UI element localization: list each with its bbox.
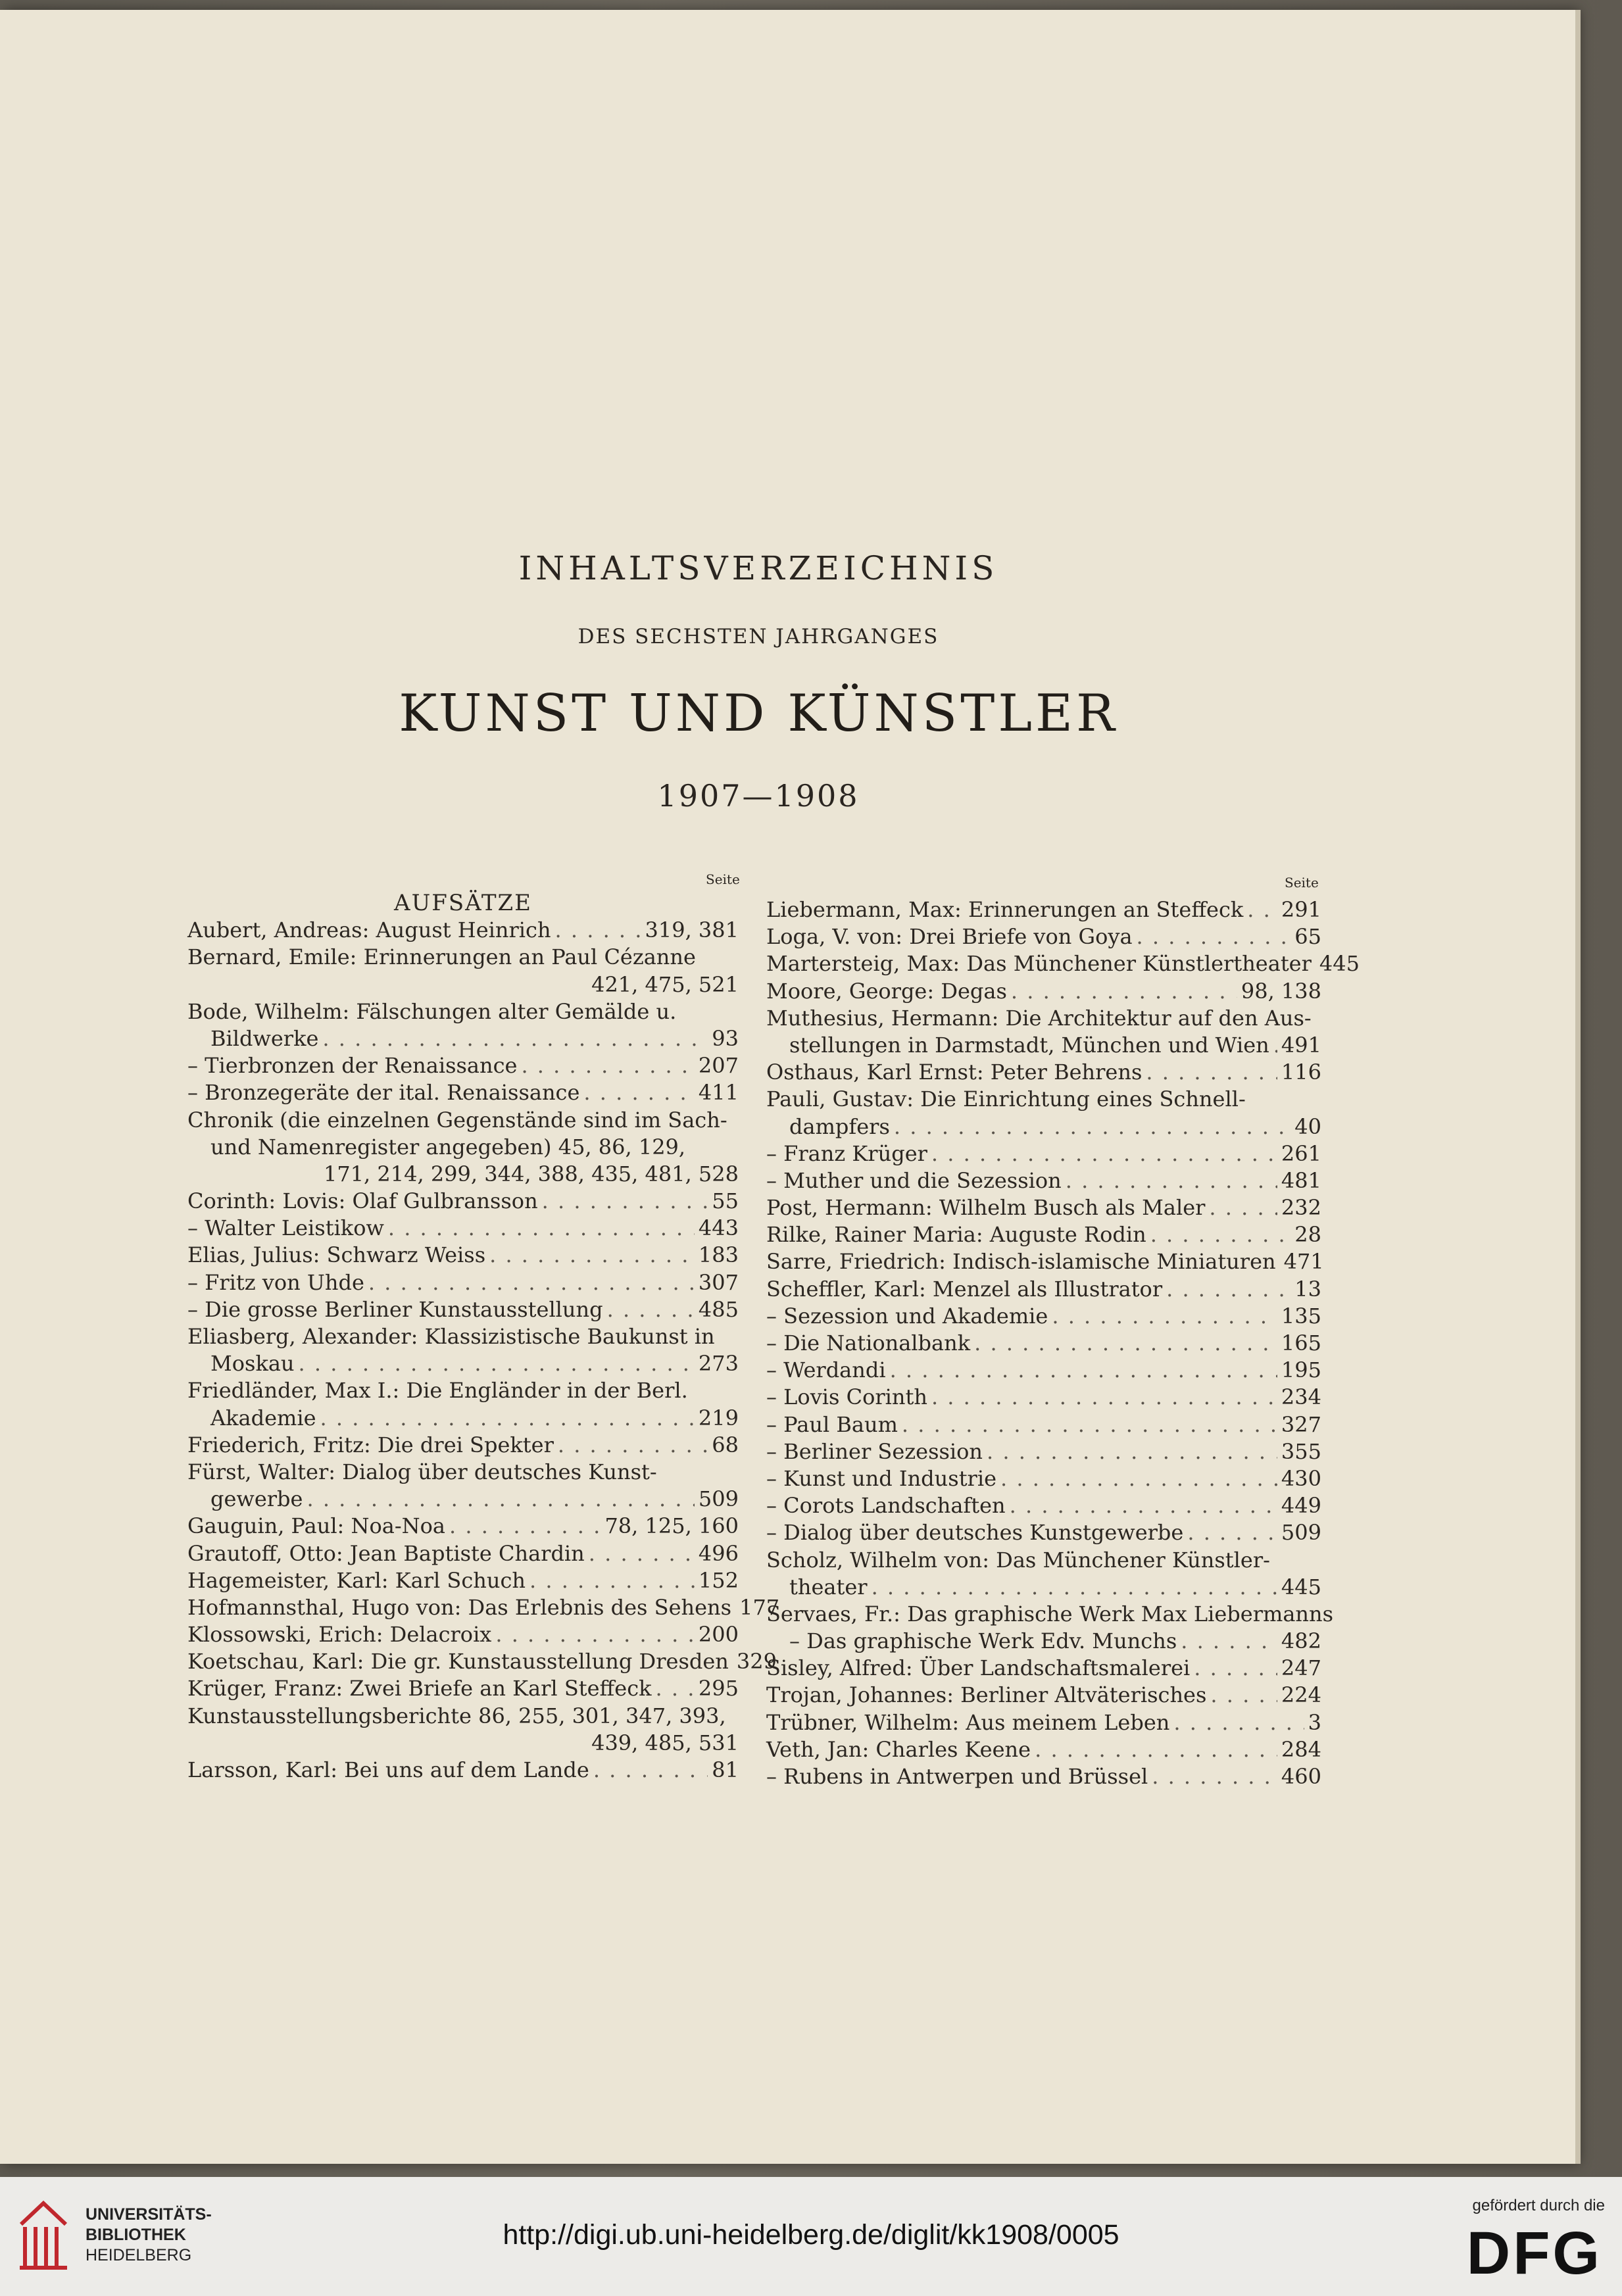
toc-entry bbox=[766, 950, 1360, 977]
leader-dots bbox=[974, 1330, 1277, 1357]
toc-entry-title: Moskau bbox=[210, 1351, 295, 1377]
journal-title: KUNST UND KÜNSTLER bbox=[399, 684, 1118, 743]
toc-entry-line: Scholz, Wilhelm von: Das Münchener Künstler- bbox=[766, 1547, 1270, 1573]
toc-entry bbox=[766, 1492, 1321, 1519]
toc-entry bbox=[187, 1296, 739, 1323]
leader-dots bbox=[1010, 1492, 1277, 1519]
leader-dots bbox=[656, 1675, 695, 1702]
toc-entry-pages: 40 bbox=[1294, 1113, 1321, 1139]
toc-entry bbox=[187, 1025, 739, 1052]
toc-entry bbox=[766, 896, 1321, 923]
toc-entry-title: Akademie bbox=[210, 1405, 316, 1430]
toc-entry-pages: 445 bbox=[1281, 1574, 1321, 1600]
toc-entry bbox=[187, 1432, 739, 1459]
permalink-url[interactable]: http://digi.ub.uni-heidelberg.de/diglit/kk1908/0005 bbox=[503, 2219, 1119, 2251]
leader-dots bbox=[987, 1438, 1277, 1465]
toc-entry-line: Bode, Wilhelm: Fälschungen alter Gemälde u. bbox=[187, 998, 677, 1024]
toc-entry bbox=[187, 1215, 739, 1242]
library-name-line3: HEIDELBERG bbox=[86, 2246, 192, 2264]
toc-entry-pages: 481 bbox=[1281, 1167, 1321, 1193]
toc-entry-title: gewerbe bbox=[210, 1486, 303, 1512]
leader-dots bbox=[1011, 978, 1237, 1005]
toc-entry-title: – Lovis Corinth bbox=[766, 1384, 927, 1410]
toc-entry-pages: 93 bbox=[712, 1025, 739, 1051]
toc-entry bbox=[766, 1411, 1321, 1438]
leader-dots bbox=[1194, 1655, 1277, 1682]
leader-dots bbox=[593, 1757, 708, 1784]
leader-dots bbox=[1181, 1628, 1277, 1655]
leader-dots bbox=[931, 1384, 1277, 1411]
leader-dots bbox=[607, 1296, 695, 1323]
toc-entry-title: Sarre, Friedrich: Indisch-islamische Miniaturen bbox=[766, 1249, 1276, 1275]
toc-entry bbox=[187, 1757, 739, 1784]
toc-entry-title: Friederich, Fritz: Die drei Spekter bbox=[187, 1432, 554, 1457]
toc-entry bbox=[766, 1357, 1321, 1384]
toc-entry-pages: 411 bbox=[698, 1080, 739, 1106]
toc-entry-line: Kunstausstellungsberichte 86, 255, 301, 347, 393, bbox=[187, 1703, 726, 1728]
toc-entry-title: – Die grosse Berliner Kunstausstellung bbox=[187, 1296, 603, 1322]
leader-dots bbox=[320, 1405, 695, 1432]
toc-right-column bbox=[766, 890, 1360, 1790]
toc-entry-pages: 152 bbox=[698, 1567, 739, 1593]
toc-entry bbox=[766, 1194, 1321, 1221]
library-name-line1: UNIVERSITÄTS- bbox=[86, 2205, 212, 2224]
toc-entry-pages: 165 bbox=[1281, 1331, 1321, 1356]
toc-entry-pages: 471 bbox=[1283, 1249, 1324, 1275]
toc-entry-title: stellungen in Darmstadt, München und Wien bbox=[789, 1032, 1269, 1058]
toc-entry bbox=[766, 1276, 1321, 1303]
library-name-line2: BIBLIOTHEK bbox=[86, 2226, 186, 2244]
leader-dots bbox=[1035, 1736, 1277, 1763]
toc-entry-title: Martersteig, Max: Das Münchener Künstlertheater bbox=[766, 951, 1312, 977]
toc-entry bbox=[766, 1330, 1321, 1357]
leader-dots bbox=[583, 1079, 695, 1106]
toc-entry-pages: 3 bbox=[1308, 1709, 1321, 1735]
leader-dots bbox=[1146, 1059, 1277, 1086]
toc-entry-pages: 219 bbox=[698, 1405, 739, 1430]
toc-entry-title: – Sezession und Akademie bbox=[766, 1303, 1048, 1329]
toc-entry bbox=[187, 1188, 739, 1215]
toc-entry-pages: 183 bbox=[698, 1242, 739, 1268]
toc-entry-title: Bildwerke bbox=[210, 1025, 319, 1051]
toc-entry-title: – Paul Baum bbox=[766, 1411, 898, 1437]
toc-entry bbox=[766, 1628, 1321, 1655]
toc-entry-pages: 55 bbox=[712, 1188, 739, 1214]
toc-entry bbox=[766, 1113, 1321, 1140]
seite-label-left: Seite bbox=[706, 871, 740, 887]
leader-dots bbox=[1137, 923, 1291, 950]
leader-dots bbox=[589, 1540, 695, 1567]
toc-entry-pages: 491 bbox=[1281, 1032, 1321, 1058]
toc-entry-title: dampfers bbox=[789, 1113, 890, 1139]
toc-entry-title: – Muther und die Sezession bbox=[766, 1167, 1062, 1193]
leader-dots bbox=[931, 1140, 1277, 1167]
leader-dots bbox=[521, 1052, 694, 1079]
toc-entry-pages: 355 bbox=[1281, 1438, 1321, 1464]
toc-entry-title: – Tierbronzen der Renaissance bbox=[187, 1053, 518, 1079]
toc-entry-pages: 98, 138 bbox=[1241, 978, 1321, 1004]
toc-entry bbox=[187, 1052, 739, 1079]
toc-entry-pages: 327 bbox=[1281, 1411, 1321, 1437]
toc-entry bbox=[766, 1709, 1321, 1736]
toc-entry-pages: 295 bbox=[698, 1676, 739, 1701]
leader-dots bbox=[1152, 1763, 1277, 1790]
toc-entry-line: Servaes, Fr.: Das graphische Werk Max Liebermanns bbox=[766, 1601, 1334, 1626]
page-edge bbox=[1575, 10, 1581, 2164]
toc-entry-pages: 65 bbox=[1294, 924, 1321, 950]
toc-entry-title: Gauguin, Paul: Noa-Noa bbox=[187, 1513, 445, 1539]
toc-entry-title: Liebermann, Max: Erinnerungen an Steffeck bbox=[766, 897, 1244, 922]
viewer-footer bbox=[0, 2177, 1622, 2296]
section-heading: AUFSÄTZE bbox=[394, 890, 532, 916]
toc-entry-title: – Dialog über deutsches Kunstgewerbe bbox=[766, 1520, 1184, 1546]
toc-entry bbox=[187, 1350, 739, 1377]
toc-entry bbox=[766, 1032, 1321, 1059]
toc-entry bbox=[187, 917, 739, 944]
toc-entry bbox=[187, 1269, 739, 1296]
toc-entry-pages: 291 bbox=[1281, 897, 1321, 922]
toc-entry-pages: 247 bbox=[1281, 1655, 1321, 1681]
toc-entry-pages: 171, 214, 299, 344, 388, 435, 481, 528 bbox=[323, 1161, 739, 1186]
toc-entry bbox=[187, 1405, 739, 1432]
leader-dots bbox=[1173, 1709, 1304, 1736]
toc-entry-line: Eliasberg, Alexander: Klassizistische Baukunst in bbox=[187, 1324, 715, 1349]
toc-entry-title: – Berliner Sezession bbox=[766, 1438, 983, 1464]
toc-entry-title: – Walter Leistikow bbox=[187, 1215, 384, 1241]
toc-entry bbox=[187, 1675, 739, 1702]
toc-entry-pages: 273 bbox=[698, 1351, 739, 1377]
toc-entry bbox=[766, 1384, 1321, 1411]
toc-entry-title: – Corots Landschaften bbox=[766, 1493, 1006, 1519]
leader-dots bbox=[1150, 1221, 1291, 1248]
leader-dots bbox=[1000, 1465, 1277, 1492]
toc-entry-title: – Fritz von Uhde bbox=[187, 1269, 364, 1295]
toc-entry bbox=[766, 1574, 1321, 1601]
leader-dots bbox=[388, 1215, 695, 1242]
toc-entry-pages: 496 bbox=[698, 1540, 739, 1566]
toc-entry-title: Aubert, Andreas: August Heinrich bbox=[187, 917, 551, 943]
toc-entry-title: Rilke, Rainer Maria: Auguste Rodin bbox=[766, 1222, 1146, 1248]
toc-entry-pages: 207 bbox=[698, 1053, 739, 1079]
toc-entry-pages: 200 bbox=[698, 1622, 739, 1648]
leader-dots bbox=[890, 1357, 1277, 1384]
leader-dots bbox=[1209, 1194, 1277, 1221]
toc-entry-title: – Rubens in Antwerpen und Brüssel bbox=[766, 1764, 1148, 1789]
toc-entry-title: Trojan, Johannes: Berliner Altväterisches bbox=[766, 1682, 1207, 1708]
toc-entry bbox=[766, 1519, 1321, 1546]
page-title: INHALTSVERZEICHNIS bbox=[518, 549, 998, 587]
leader-dots bbox=[542, 1188, 708, 1215]
toc-entry bbox=[187, 1242, 739, 1269]
toc-entry bbox=[766, 1167, 1321, 1194]
leader-dots bbox=[322, 1025, 708, 1052]
toc-entry-title: Moore, George: Degas bbox=[766, 978, 1007, 1004]
leader-dots bbox=[529, 1567, 695, 1594]
toc-entry-title: – Werdandi bbox=[766, 1357, 886, 1383]
toc-entry bbox=[766, 1763, 1321, 1790]
toc-entry bbox=[187, 1594, 780, 1621]
leader-dots bbox=[449, 1513, 601, 1540]
toc-entry-title: Loga, V. von: Drei Briefe von Goya bbox=[766, 924, 1133, 950]
toc-entry bbox=[187, 1513, 739, 1540]
toc-entry-pages: 78, 125, 160 bbox=[604, 1513, 739, 1539]
toc-entry bbox=[187, 1648, 777, 1675]
toc-entry-line: Friedländer, Max I.: Die Engländer in der Berl. bbox=[187, 1378, 688, 1404]
toc-entry bbox=[766, 923, 1321, 950]
toc-entry-line: Muthesius, Hermann: Die Architektur auf den Aus- bbox=[766, 1005, 1312, 1031]
toc-entry bbox=[187, 1621, 739, 1648]
toc-entry-title: Koetschau, Karl: Die gr. Kunstausstellung Dresden bbox=[187, 1649, 729, 1674]
toc-entry bbox=[766, 1438, 1321, 1465]
toc-entry bbox=[766, 1221, 1321, 1248]
toc-entry-title: Hofmannsthal, Hugo von: Das Erlebnis des Sehens bbox=[187, 1594, 732, 1620]
toc-entry-title: theater bbox=[789, 1574, 868, 1600]
toc-entry-pages: 509 bbox=[1281, 1520, 1321, 1546]
toc-entry-line: Chronik (die einzelnen Gegenstände sind im Sach- bbox=[187, 1107, 727, 1133]
toc-entry-pages: 485 bbox=[698, 1296, 739, 1322]
toc-entry-pages: 232 bbox=[1281, 1195, 1321, 1221]
leader-dots bbox=[1247, 896, 1277, 923]
toc-entry bbox=[187, 1567, 739, 1594]
toc-entry-pages: 421, 475, 521 bbox=[591, 971, 739, 997]
toc-entry-pages: 68 bbox=[712, 1432, 739, 1457]
leader-dots bbox=[1166, 1276, 1290, 1303]
toc-entry-pages: 439, 485, 531 bbox=[591, 1730, 739, 1755]
toc-entry-title: – Kunst und Industrie bbox=[766, 1465, 997, 1491]
leader-dots bbox=[1187, 1519, 1277, 1546]
toc-entry bbox=[187, 1540, 739, 1567]
toc-entry-pages: 307 bbox=[698, 1269, 739, 1295]
toc-entry-pages: 234 bbox=[1281, 1384, 1321, 1410]
toc-entry bbox=[766, 1736, 1321, 1763]
toc-entry-pages: 430 bbox=[1281, 1465, 1321, 1491]
leader-dots bbox=[894, 1113, 1290, 1140]
leader-dots bbox=[307, 1486, 694, 1513]
toc-entry-pages: 284 bbox=[1281, 1736, 1321, 1762]
toc-entry-pages: 135 bbox=[1281, 1303, 1321, 1329]
dfg-logo[interactable]: DFG bbox=[1466, 2220, 1602, 2287]
toc-entry-title: Larsson, Karl: Bei uns auf dem Lande bbox=[187, 1757, 589, 1782]
toc-entry-line: Fürst, Walter: Dialog über deutsches Kunst- bbox=[187, 1459, 657, 1484]
toc-left-column bbox=[187, 890, 780, 1784]
leader-dots bbox=[1052, 1303, 1277, 1330]
toc-entry-title: Hagemeister, Karl: Karl Schuch bbox=[187, 1567, 526, 1593]
leader-dots bbox=[1066, 1167, 1277, 1194]
toc-entry-pages: 482 bbox=[1281, 1628, 1321, 1654]
toc-entry-line: Pauli, Gustav: Die Einrichtung eines Schnell- bbox=[766, 1087, 1246, 1112]
toc-entry-pages: 509 bbox=[698, 1486, 739, 1512]
leader-dots bbox=[495, 1621, 695, 1648]
leader-dots bbox=[489, 1242, 695, 1269]
toc-entry-title: – Franz Krüger bbox=[766, 1140, 927, 1166]
toc-entry bbox=[766, 978, 1321, 1005]
toc-entry-pages: 460 bbox=[1281, 1764, 1321, 1789]
toc-entry-title: Scheffler, Karl: Menzel als Illustrator bbox=[766, 1276, 1163, 1302]
leader-dots bbox=[1273, 1032, 1277, 1059]
toc-entry-pages: 319, 381 bbox=[645, 917, 739, 943]
toc-entry-pages: 329 bbox=[736, 1649, 777, 1674]
toc-entry bbox=[766, 1655, 1321, 1682]
toc-entry-pages: 443 bbox=[698, 1215, 739, 1241]
toc-entry bbox=[766, 1140, 1321, 1167]
toc-entry-pages: 28 bbox=[1294, 1222, 1321, 1248]
toc-entry-pages: 261 bbox=[1281, 1140, 1321, 1166]
toc-entry-title: Klossowski, Erich: Delacroix bbox=[187, 1622, 492, 1648]
toc-entry-pages: 224 bbox=[1281, 1682, 1321, 1708]
toc-entry-title: – Das graphische Werk Edv. Munchs bbox=[789, 1628, 1177, 1654]
funding-label: gefördert durch die bbox=[1472, 2197, 1605, 2214]
leader-dots bbox=[872, 1574, 1277, 1601]
page-subtitle: DES SECHSTEN JAHRGANGES bbox=[578, 625, 939, 648]
leader-dots bbox=[368, 1269, 695, 1296]
seite-label-right: Seite bbox=[1285, 875, 1319, 891]
toc-entry-pages: 445 bbox=[1319, 951, 1360, 977]
toc-entry-title: – Bronzegeräte der ital. Renaissance bbox=[187, 1080, 580, 1106]
toc-entry-title: Osthaus, Karl Ernst: Peter Behrens bbox=[766, 1060, 1143, 1085]
leader-dots bbox=[1210, 1682, 1277, 1709]
toc-entry-pages: 195 bbox=[1281, 1357, 1321, 1383]
toc-entry bbox=[766, 1465, 1321, 1492]
toc-entry-title: Elias, Julius: Schwarz Weiss bbox=[187, 1242, 486, 1268]
toc-entry-pages: 449 bbox=[1281, 1493, 1321, 1519]
toc-entry-title: Veth, Jan: Charles Keene bbox=[766, 1736, 1031, 1762]
leader-dots bbox=[902, 1411, 1277, 1438]
toc-entry bbox=[187, 1079, 739, 1106]
toc-entry-line: Bernard, Emile: Erinnerungen an Paul Cézanne bbox=[187, 944, 696, 970]
toc-entry bbox=[766, 1682, 1321, 1709]
leader-dots bbox=[558, 1432, 708, 1459]
toc-entry-title: Trübner, Wilhelm: Aus meinem Leben bbox=[766, 1709, 1170, 1735]
toc-entry-line: und Namenregister angegeben) 45, 86, 129, bbox=[210, 1134, 686, 1160]
leader-dots bbox=[299, 1350, 695, 1377]
toc-entry-title: Grautoff, Otto: Jean Baptiste Chardin bbox=[187, 1540, 585, 1566]
toc-entry-pages: 177 bbox=[739, 1594, 780, 1620]
toc-entry-title: – Die Nationalbank bbox=[766, 1331, 971, 1356]
journal-years: 1907—1908 bbox=[657, 778, 860, 814]
toc-entry bbox=[766, 1059, 1321, 1086]
toc-entry-title: Corinth: Lovis: Olaf Gulbransson bbox=[187, 1188, 538, 1214]
toc-entry-pages: 116 bbox=[1281, 1060, 1321, 1085]
toc-entry-title: Post, Hermann: Wilhelm Busch als Maler bbox=[766, 1195, 1206, 1221]
toc-entry-title: Sisley, Alfred: Über Landschaftsmalerei bbox=[766, 1655, 1191, 1681]
toc-entry-pages: 13 bbox=[1294, 1276, 1321, 1302]
toc-entry-pages: 81 bbox=[712, 1757, 739, 1782]
toc-entry bbox=[766, 1248, 1324, 1275]
leader-dots bbox=[555, 917, 641, 944]
toc-entry bbox=[187, 1486, 739, 1513]
toc-entry-title: Krüger, Franz: Zwei Briefe an Karl Steffeck bbox=[187, 1676, 652, 1701]
toc-entry bbox=[766, 1303, 1321, 1330]
